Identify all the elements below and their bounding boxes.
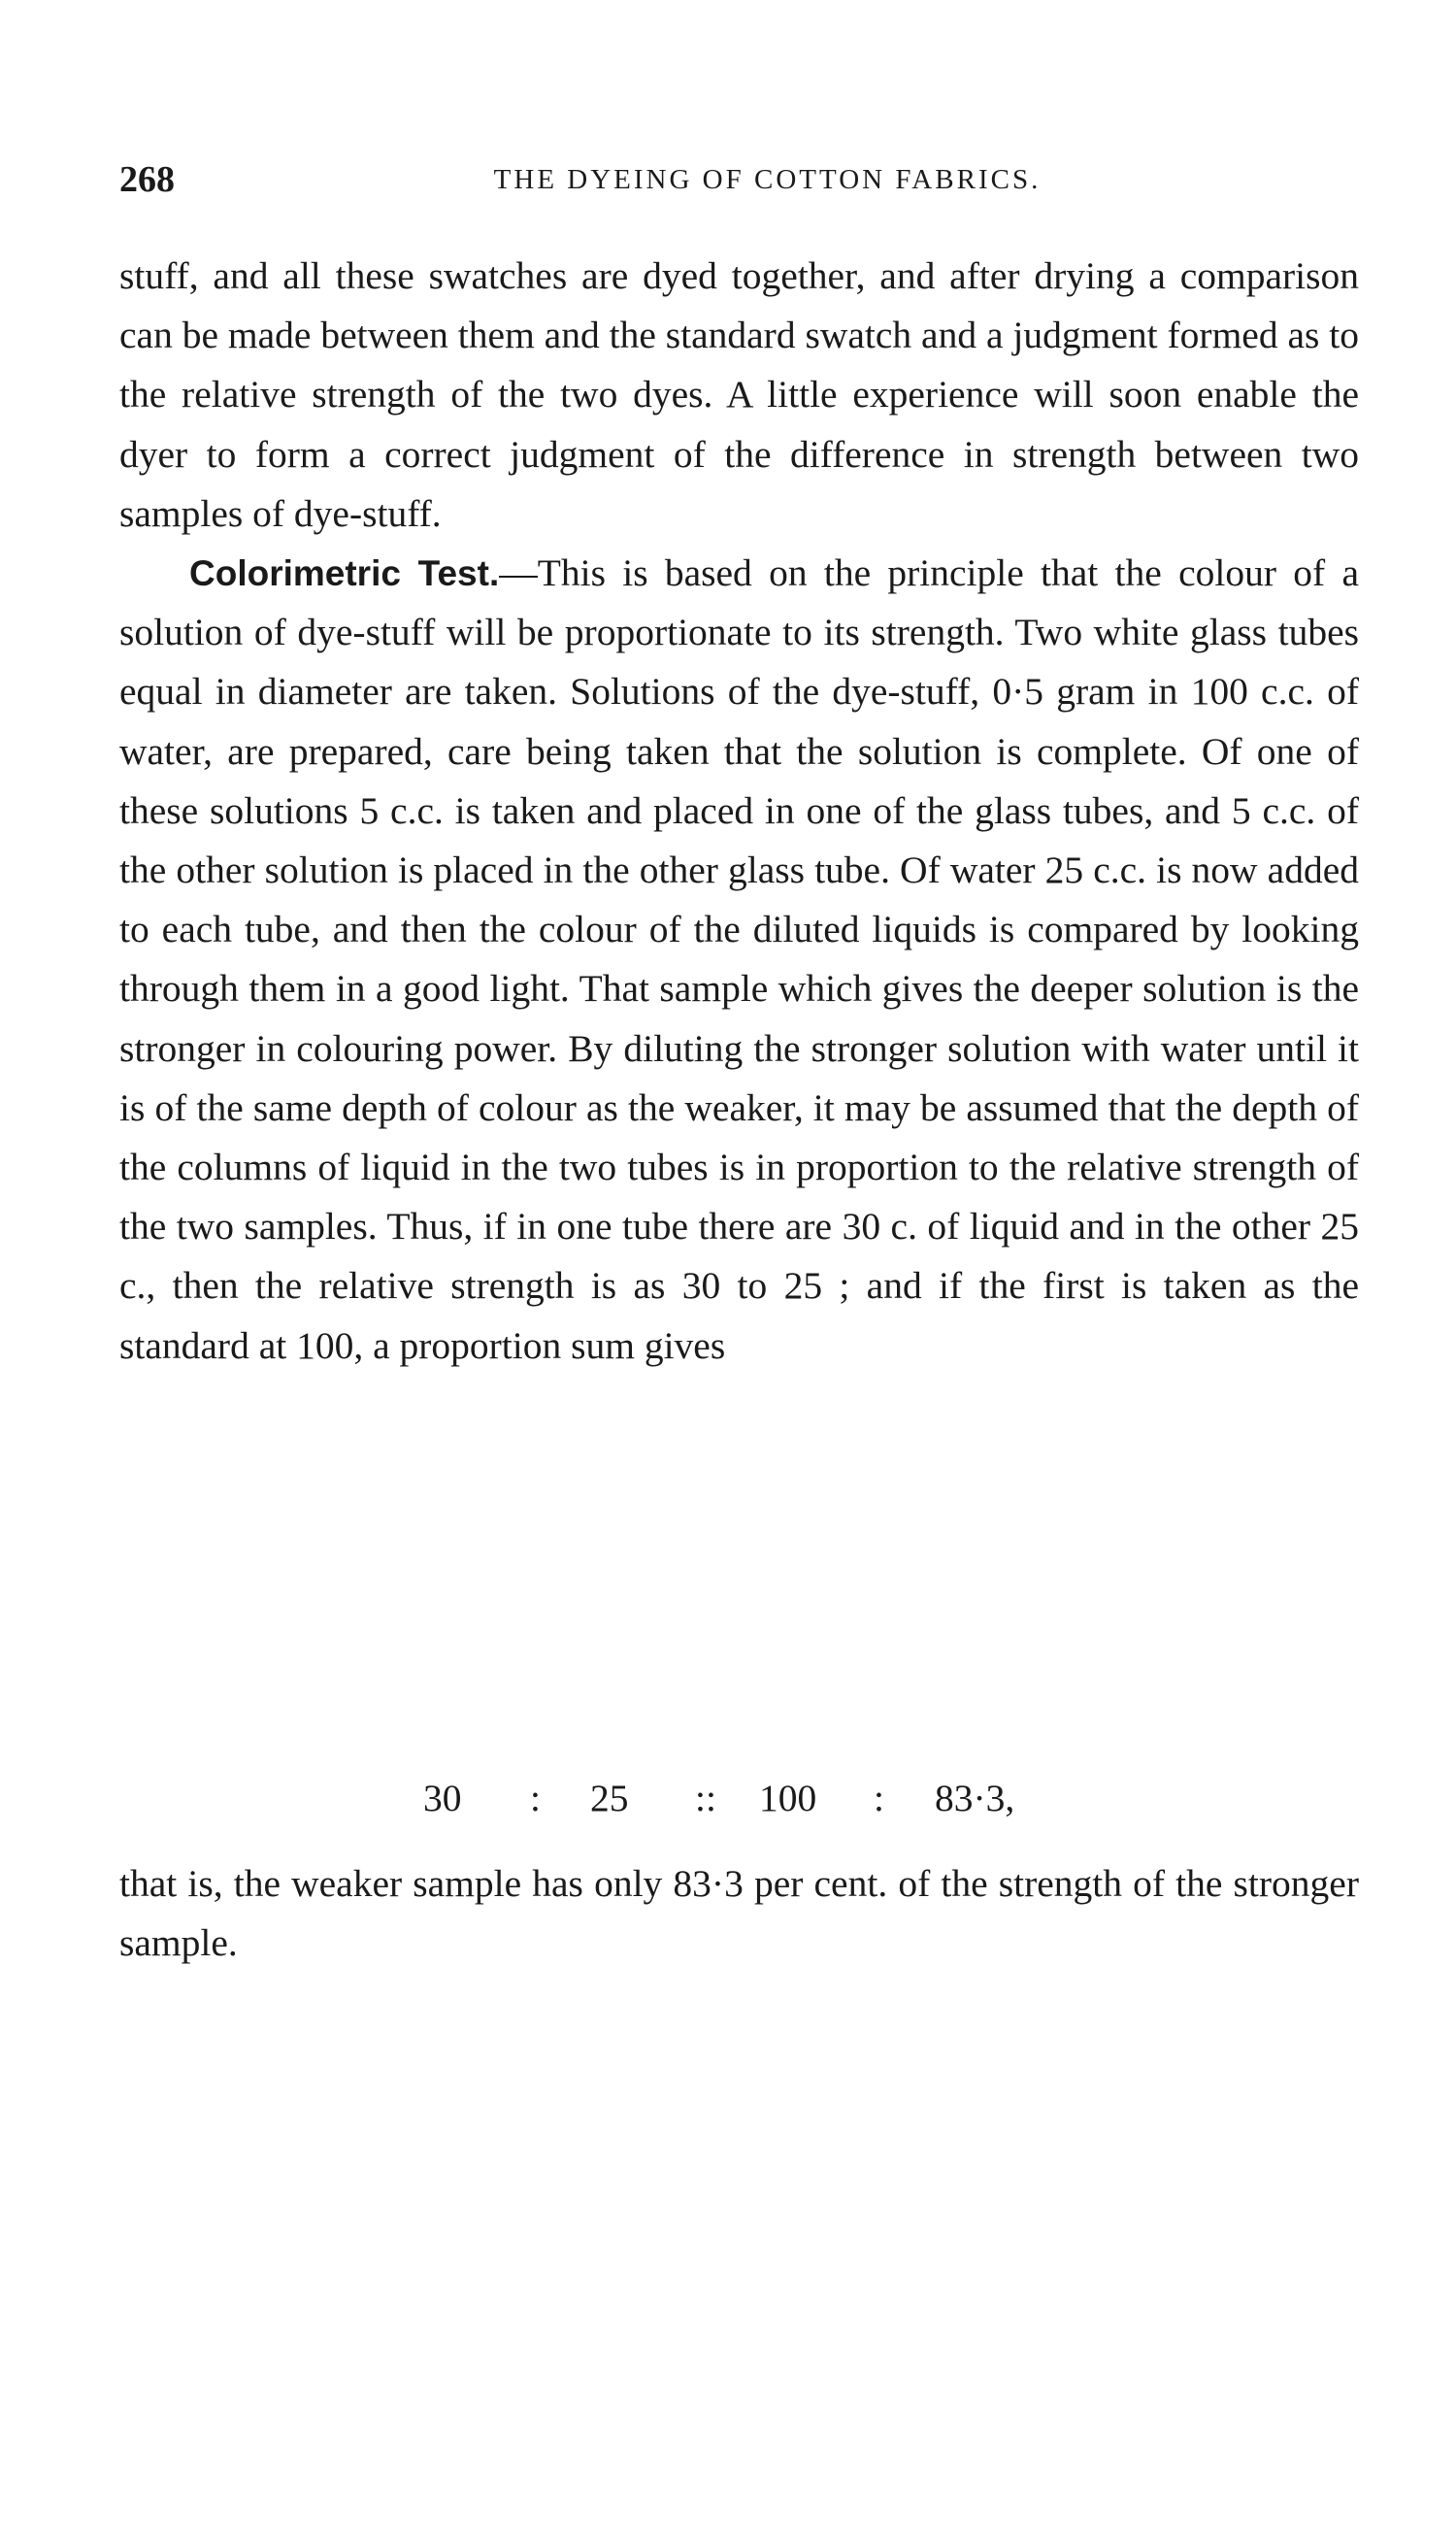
running-head <box>119 158 1357 207</box>
paragraph-conclusion: that is, the weaker sample has only 83·3 per cent. of the strength of the stronger sample. <box>119 1862 1359 1964</box>
closing-text <box>119 1854 1359 1973</box>
section-heading: Colorimetric Test. <box>189 553 500 594</box>
running-title: THE DYEING OF COTTON FABRICS. <box>493 164 1042 195</box>
body-text <box>119 247 1359 1376</box>
paragraph-colorimetric-test <box>119 544 1359 1376</box>
equation-separator: : <box>530 1777 541 1819</box>
equation-term-d: 83·3, <box>935 1777 1015 1819</box>
equation-separator: : <box>874 1777 884 1819</box>
equation-term-c: 100 <box>759 1777 817 1819</box>
equation-separator: :: <box>695 1777 716 1819</box>
equation-term-a: 30 <box>423 1777 462 1819</box>
paragraph-body: —This is based on the principle that the colour of a solution of dye-stuff will be proportionate to its strength. Two white glass tubes equal in diameter are taken. Solutions of the dye-stuff, 0·5 gram in 100 c.c. of water, are prepared, care being taken that the solution is complete. Of one of these solutions 5 c.c. is taken and placed in one of the glass tubes, and 5 c.c. of the other solution is placed in the other glass tube. Of water 25 c.c. is now added to each tube, and then the colour of the diluted liquids is compared by looking through them in a good light. That sample which gives the deeper solution is the stronger in colouring power. By diluting the stronger solution with water until it is of the same depth of colour as the weaker, it may be assumed that the depth of the columns of liquid in the two tubes is in proportion to the relative strength of the two samples. Thus, if in one tube there are 30 c. of liquid and in the other 25 c., then the relative strength is as 30 to 25 ; and if the first is taken as the standard at 100, a proportion sum gives <box>119 551 1359 1367</box>
page-number: 268 <box>119 159 175 200</box>
equation-term-b: 25 <box>590 1777 629 1819</box>
paragraph-continuation: stuff, and all these swatches are dyed together, and after drying a comparison can be made between them and the standard swatch and a judgment formed as to the relative strength of the two dyes. A little experience will soon enable the dyer to form a correct judgment of the difference in strength between two samples of dye-stuff. <box>119 254 1359 535</box>
